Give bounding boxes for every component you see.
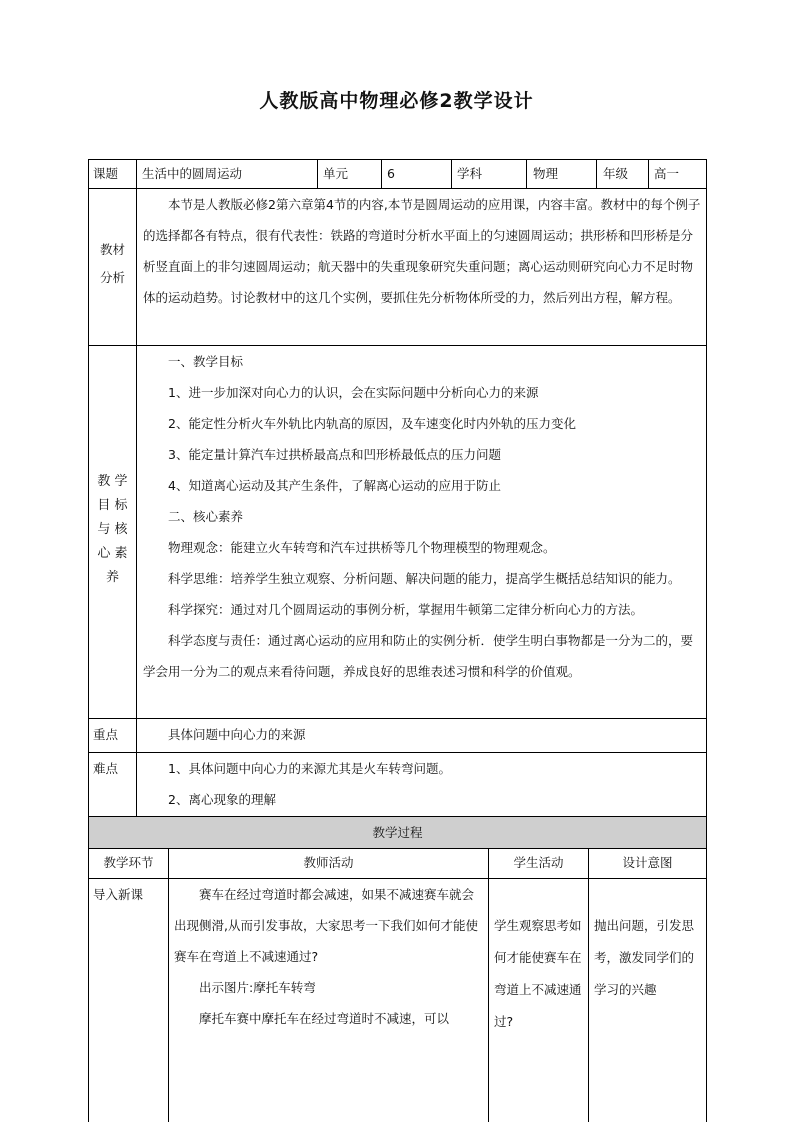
literacy-item: 物理观念：能建立火车转弯和汽车过拱桥等几个物理模型的物理观念。 bbox=[168, 540, 556, 555]
objective-item: 4、知道离心运动及其产生条件，了解离心运动的应用于防止 bbox=[168, 478, 501, 493]
table-border bbox=[317, 159, 318, 188]
literacy-item: 科学思维：培养学生独立观察、分析问题、解决问题的能力，提高学生概括总结知识的能力。 bbox=[168, 571, 681, 586]
stage-cell: 导入新课 bbox=[93, 887, 144, 902]
textbook-analysis-label-line: 分析 bbox=[99, 270, 125, 285]
literacy-item: 科学态度与责任：通过离心运动的应用和防止的实例分析．使学生明白事物都是一分为二的，要学会用一分为二的观点来看待问题，养成良好的思维表述习惯和科学的价值观。 bbox=[143, 633, 694, 679]
key-point-label: 重点 bbox=[93, 727, 119, 742]
textbook-analysis-label-line: 教材 bbox=[99, 242, 125, 257]
table-border bbox=[648, 159, 649, 188]
teacher-paragraph: 摩托车赛中摩托车在经过弯道时不减速，可以 bbox=[199, 1011, 450, 1026]
literacy-item: 科学探究：通过对几个圆周运动的事例分析，掌握用牛顿第二定律分析向心力的方法。 bbox=[168, 602, 644, 617]
design-intent: 抛出问题，引发思考，激发同学们的学习的兴趣 bbox=[594, 918, 695, 997]
unit-value: 6 bbox=[387, 166, 395, 181]
objective-item: 1、进一步加深对向心力的认识，会在实际问题中分析向心力的来源 bbox=[168, 385, 539, 400]
grade-label: 年级 bbox=[603, 166, 629, 181]
teacher-activity bbox=[174, 879, 484, 1034]
student-activity: 学生观察思考如何才能使赛车在弯道上不减速通过? bbox=[494, 918, 582, 1029]
difficulty-content bbox=[143, 753, 701, 815]
grade-value: 高一 bbox=[654, 166, 680, 181]
objectives-label-line: 教 学 bbox=[97, 474, 128, 489]
header-intent: 设计意图 bbox=[622, 855, 673, 870]
table-border bbox=[526, 159, 527, 188]
table-border bbox=[596, 159, 597, 188]
subject-value: 物理 bbox=[533, 166, 559, 181]
objective-item: 2、能定性分析火车外轨比内轨高的原因，及车速变化时内外轨的压力变化 bbox=[168, 416, 576, 431]
unit-label: 单元 bbox=[323, 166, 349, 181]
objectives-label-line: 心 素 bbox=[97, 546, 128, 561]
objectives-label-line: 目 标 bbox=[97, 498, 128, 513]
textbook-analysis-label bbox=[89, 236, 136, 292]
document-title: 人教版高中物理必修2教学设计 bbox=[259, 90, 534, 112]
subject-label: 学科 bbox=[457, 166, 483, 181]
table-border bbox=[381, 159, 382, 188]
objectives-label-line: 养 bbox=[105, 570, 119, 585]
objective-item: 3、能定量计算汽车过拱桥最高点和凹形桥最低点的压力问题 bbox=[168, 447, 501, 462]
difficulty-item: 1、具体问题中向心力的来源尤其是火车转弯问题。 bbox=[168, 761, 451, 776]
table-border bbox=[88, 159, 89, 1122]
textbook-analysis-text: 本节是人教版必修2第六章第4节的内容,本节是圆周运动的应用课，内容丰富。教材中的每个例子的选择都各有特点，很有代表性：铁路的弯道时分析水平面上的匀速圆周运动；拱形桥和凹形桥是分析竖直面上的非匀速圆周运动；航天器中的失重现象研究失重问题；离心运动则研究向心力不足时物体的运动趋势。讨论教材中的这几个实例，要抓住先分析物体所受的力，然后列出方程，解方程。 bbox=[143, 197, 701, 305]
objectives-content bbox=[143, 346, 701, 687]
difficulty-label: 难点 bbox=[93, 761, 119, 776]
objectives-label-line: 与 核 bbox=[97, 522, 128, 537]
table-border bbox=[451, 159, 452, 188]
table-border bbox=[136, 159, 137, 816]
core-literacy-heading: 二、核心素养 bbox=[168, 509, 244, 524]
difficulty-item: 2、离心现象的理解 bbox=[168, 792, 276, 807]
topic-value: 生活中的圆周运动 bbox=[142, 166, 243, 181]
header-student: 学生活动 bbox=[513, 855, 564, 870]
objectives-heading: 一、教学目标 bbox=[168, 354, 244, 369]
table-border bbox=[588, 848, 589, 1122]
teacher-paragraph: 赛车在经过弯道时都会减速，如果不减速赛车就会出现侧滑,从而引发事故，大家思考一下我们如何才能使赛车在弯道上不减速通过? bbox=[174, 887, 478, 964]
table-border bbox=[168, 848, 169, 1122]
table-border bbox=[706, 159, 707, 1122]
header-teacher: 教师活动 bbox=[303, 855, 354, 870]
table-border bbox=[488, 848, 489, 1122]
topic-label: 课题 bbox=[93, 166, 119, 181]
process-title: 教学过程 bbox=[372, 825, 423, 840]
key-point-text: 具体问题中向心力的来源 bbox=[168, 727, 306, 742]
header-stage: 教学环节 bbox=[103, 855, 154, 870]
teacher-paragraph: 出示图片:摩托车转弯 bbox=[199, 980, 316, 995]
objectives-label bbox=[89, 470, 136, 590]
